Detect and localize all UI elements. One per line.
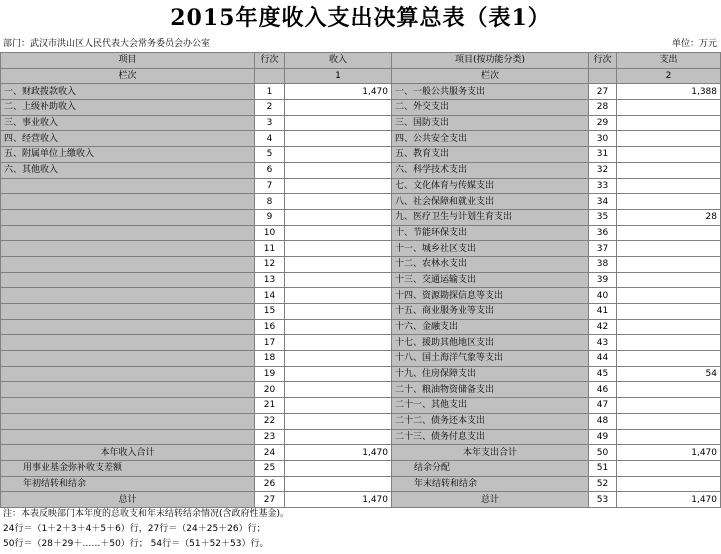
expense-value (617, 194, 721, 210)
income-value (285, 398, 392, 414)
table-row (1, 162, 721, 178)
header-item: 项目 (1, 53, 255, 69)
income-value (285, 178, 392, 194)
expense-value (617, 304, 721, 320)
income-item-label (1, 194, 255, 210)
table-row (1, 115, 721, 131)
table-row (1, 398, 721, 414)
expense-value: 28 (617, 209, 721, 225)
expense-item-label: 十七、援助其他地区支出 (392, 335, 589, 351)
expense-value (617, 100, 721, 116)
table-row (1, 413, 721, 429)
expense-line-number: 29 (589, 115, 617, 131)
expense-item-label: 四、公共安全支出 (392, 131, 589, 147)
expense-item-label: 五、教育支出 (392, 147, 589, 163)
income-line-number: 16 (255, 319, 285, 335)
summary-expense-value (617, 476, 721, 492)
income-value (285, 304, 392, 320)
header-line: 行次 (255, 53, 285, 69)
expense-value (617, 147, 721, 163)
income-line-number: 15 (255, 304, 285, 320)
income-line-number: 17 (255, 335, 285, 351)
report-title: 2015年度收入支出决算总表（表1） (170, 5, 551, 31)
income-item-label (1, 398, 255, 414)
income-value (285, 131, 392, 147)
income-line-number: 1 (255, 84, 285, 100)
table-row (1, 366, 721, 382)
expense-item-label: 一、一般公共服务支出 (392, 84, 589, 100)
income-item-label: 一、财政拨款收入 (1, 84, 255, 100)
income-line-number: 22 (255, 413, 285, 429)
expense-line-number: 37 (589, 241, 617, 257)
income-value (285, 194, 392, 210)
income-item-label (1, 209, 255, 225)
expense-item-label: 二十二、债务还本支出 (392, 413, 589, 429)
income-value (285, 366, 392, 382)
income-line-number: 12 (255, 256, 285, 272)
expense-item-label: 十二、农林水支出 (392, 256, 589, 272)
table-row (1, 335, 721, 351)
col-no-1: 1 (285, 68, 392, 84)
table-row (1, 131, 721, 147)
expense-value (617, 225, 721, 241)
summary-row (1, 460, 721, 476)
income-item-label (1, 429, 255, 445)
expense-value: 1,388 (617, 84, 721, 100)
income-value (285, 209, 392, 225)
expense-line-number: 43 (589, 335, 617, 351)
expense-value (617, 131, 721, 147)
expense-item-label: 十五、商业服务业等支出 (392, 304, 589, 320)
expense-value (617, 115, 721, 131)
header-item-func: 项目(按功能分类) (392, 53, 589, 69)
summary-income-value (285, 460, 392, 476)
income-value (285, 413, 392, 429)
summary-income-value: 1,470 (285, 492, 392, 508)
summary-expense-line: 53 (589, 492, 617, 508)
income-item-label (1, 288, 255, 304)
income-value (285, 225, 392, 241)
income-item-label (1, 351, 255, 367)
income-line-number: 20 (255, 382, 285, 398)
expense-value (617, 382, 721, 398)
income-value (285, 256, 392, 272)
expense-item-label: 二十一、其他支出 (392, 398, 589, 414)
expense-line-number: 41 (589, 304, 617, 320)
unit-label: 单位：万元 (671, 39, 717, 49)
income-value (285, 272, 392, 288)
col-label-left: 栏次 (1, 68, 255, 84)
income-item-label: 三、事业收入 (1, 115, 255, 131)
income-line-number: 9 (255, 209, 285, 225)
table-row (1, 194, 721, 210)
expense-value (617, 413, 721, 429)
table-row (1, 351, 721, 367)
summary-income-line: 26 (255, 476, 285, 492)
expense-value (617, 319, 721, 335)
expense-value (617, 398, 721, 414)
expense-value (617, 335, 721, 351)
income-value (285, 429, 392, 445)
header-row (1, 53, 721, 69)
expense-line-number: 28 (589, 100, 617, 116)
expense-line-number: 35 (589, 209, 617, 225)
budget-table (0, 52, 721, 508)
income-item-label: 二、上级补助收入 (1, 100, 255, 116)
income-line-number: 4 (255, 131, 285, 147)
expense-item-label: 十九、住房保障支出 (392, 366, 589, 382)
income-item-label (1, 304, 255, 320)
expense-line-number: 45 (589, 366, 617, 382)
expense-line-number: 47 (589, 398, 617, 414)
expense-item-label: 十一、城乡社区支出 (392, 241, 589, 257)
income-value (285, 241, 392, 257)
income-item-label (1, 225, 255, 241)
expense-item-label: 十三、交通运输支出 (392, 272, 589, 288)
expense-line-number: 46 (589, 382, 617, 398)
table-row (1, 304, 721, 320)
income-line-number: 19 (255, 366, 285, 382)
summary-row (1, 492, 721, 508)
expense-value (617, 288, 721, 304)
col-blank-left (255, 68, 285, 84)
table-row (1, 429, 721, 445)
expense-value (617, 178, 721, 194)
table-row (1, 147, 721, 163)
income-item-label (1, 241, 255, 257)
income-value (285, 100, 392, 116)
expense-line-number: 36 (589, 225, 617, 241)
summary-income-value: 1,470 (285, 445, 392, 461)
table-row (1, 225, 721, 241)
summary-income-label: 总计 (1, 492, 255, 508)
income-line-number: 6 (255, 162, 285, 178)
expense-value (617, 429, 721, 445)
note-line-1: 注：本表反映部门本年度的总收支和年末结转结余情况(含政府性基金)。 (3, 509, 290, 519)
summary-expense-value: 1,470 (617, 445, 721, 461)
note-line-2: 24行＝（1＋2＋3＋4＋5＋6）行，27行＝（24＋25＋26）行； (3, 524, 266, 534)
expense-line-number: 48 (589, 413, 617, 429)
income-item-label (1, 256, 255, 272)
income-value (285, 335, 392, 351)
income-line-number: 5 (255, 147, 285, 163)
expense-value (617, 272, 721, 288)
income-item-label (1, 413, 255, 429)
summary-income-line: 27 (255, 492, 285, 508)
income-line-number: 14 (255, 288, 285, 304)
expense-value (617, 162, 721, 178)
income-item-label: 六、其他收入 (1, 162, 255, 178)
expense-line-number: 44 (589, 351, 617, 367)
table-row (1, 241, 721, 257)
summary-expense-line: 50 (589, 445, 617, 461)
col-label-right: 栏次 (392, 68, 589, 84)
income-line-number: 10 (255, 225, 285, 241)
table-row (1, 84, 721, 100)
expense-item-label: 三、国防支出 (392, 115, 589, 131)
summary-expense-line: 51 (589, 460, 617, 476)
expense-line-number: 49 (589, 429, 617, 445)
income-value (285, 115, 392, 131)
summary-income-label: 本年收入合计 (1, 445, 255, 461)
income-item-label: 五、附属单位上缴收入 (1, 147, 255, 163)
summary-income-label: 年初结转和结余 (1, 476, 255, 492)
expense-item-label: 二、外交支出 (392, 100, 589, 116)
income-value (285, 162, 392, 178)
expense-line-number: 30 (589, 131, 617, 147)
income-item-label: 四、经营收入 (1, 131, 255, 147)
table-row (1, 272, 721, 288)
summary-expense-label: 总计 (392, 492, 589, 508)
expense-line-number: 32 (589, 162, 617, 178)
expense-line-number: 34 (589, 194, 617, 210)
summary-expense-label: 本年支出合计 (392, 445, 589, 461)
summary-income-label: 用事业基金弥补收支差额 (1, 460, 255, 476)
income-item-label (1, 335, 255, 351)
income-line-number: 2 (255, 100, 285, 116)
summary-expense-value: 1,470 (617, 492, 721, 508)
expense-item-label: 七、文化体育与传媒支出 (392, 178, 589, 194)
income-item-label (1, 319, 255, 335)
income-value: 1,470 (285, 84, 392, 100)
table-row (1, 382, 721, 398)
expense-item-label: 十、节能环保支出 (392, 225, 589, 241)
income-line-number: 23 (255, 429, 285, 445)
income-line-number: 13 (255, 272, 285, 288)
income-item-label (1, 272, 255, 288)
department-label: 部门：武汉市洪山区人民代表大会常务委员会办公室 (3, 39, 211, 49)
income-line-number: 7 (255, 178, 285, 194)
table-row (1, 256, 721, 272)
expense-line-number: 31 (589, 147, 617, 163)
summary-expense-value (617, 460, 721, 476)
expense-line-number: 42 (589, 319, 617, 335)
expense-item-label: 十六、金融支出 (392, 319, 589, 335)
table-row (1, 100, 721, 116)
summary-row (1, 476, 721, 492)
summary-income-value (285, 476, 392, 492)
income-line-number: 3 (255, 115, 285, 131)
summary-expense-label: 结余分配 (392, 460, 589, 476)
income-line-number: 18 (255, 351, 285, 367)
income-item-label (1, 382, 255, 398)
income-value (285, 147, 392, 163)
expense-item-label: 二十、粮油物资储备支出 (392, 382, 589, 398)
summary-expense-label: 年末结转和结余 (392, 476, 589, 492)
expense-item-label: 十四、资源勘探信息等支出 (392, 288, 589, 304)
header-line2: 行次 (589, 53, 617, 69)
summary-expense-line: 52 (589, 476, 617, 492)
column-number-row (1, 68, 721, 84)
expense-value (617, 241, 721, 257)
col-blank-right (589, 68, 617, 84)
income-value (285, 382, 392, 398)
table-row (1, 178, 721, 194)
expense-line-number: 40 (589, 288, 617, 304)
expense-line-number: 33 (589, 178, 617, 194)
income-value (285, 288, 392, 304)
expense-item-label: 十八、国土海洋气象等支出 (392, 351, 589, 367)
expense-item-label: 八、社会保障和就业支出 (392, 194, 589, 210)
table-row (1, 319, 721, 335)
income-value (285, 319, 392, 335)
expense-value: 54 (617, 366, 721, 382)
expense-item-label: 二十三、债务付息支出 (392, 429, 589, 445)
income-line-number: 8 (255, 194, 285, 210)
income-line-number: 21 (255, 398, 285, 414)
summary-row (1, 445, 721, 461)
summary-income-line: 25 (255, 460, 285, 476)
expense-value (617, 351, 721, 367)
expense-item-label: 六、科学技术支出 (392, 162, 589, 178)
header-expense: 支出 (617, 53, 721, 69)
header-income: 收入 (285, 53, 392, 69)
expense-line-number: 39 (589, 272, 617, 288)
expense-line-number: 38 (589, 256, 617, 272)
note-line-3: 50行＝（28＋29＋……＋50）行； 54行＝（51＋52＋53）行。 (3, 539, 269, 549)
expense-line-number: 27 (589, 84, 617, 100)
income-item-label (1, 366, 255, 382)
expense-item-label: 九、医疗卫生与计划生育支出 (392, 209, 589, 225)
income-item-label (1, 178, 255, 194)
col-no-2: 2 (617, 68, 721, 84)
summary-income-line: 24 (255, 445, 285, 461)
income-value (285, 351, 392, 367)
table-row (1, 288, 721, 304)
income-line-number: 11 (255, 241, 285, 257)
table-row (1, 209, 721, 225)
expense-value (617, 256, 721, 272)
